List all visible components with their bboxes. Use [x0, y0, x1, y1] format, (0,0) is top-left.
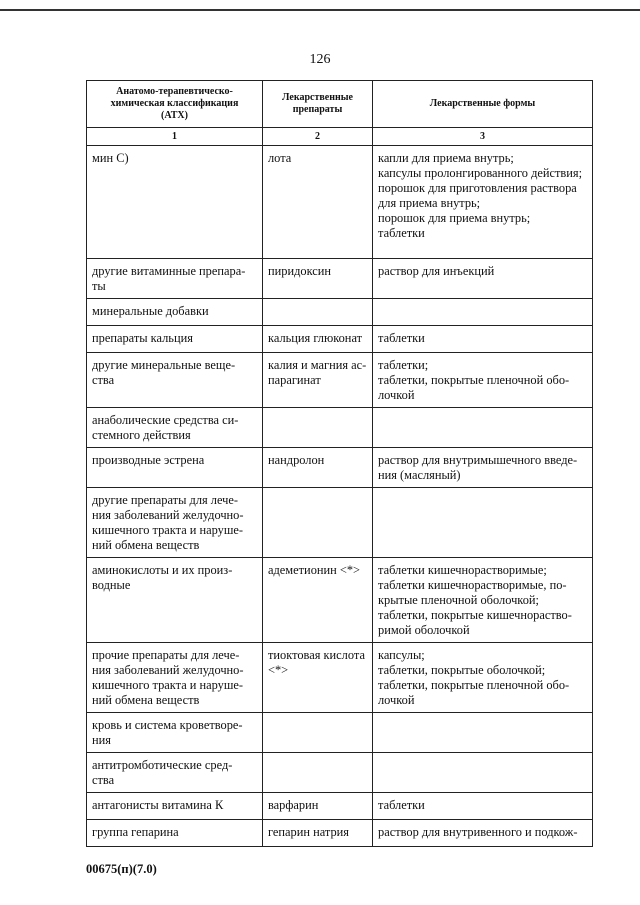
table-row — [87, 259, 593, 299]
table-cell-drug: варфарин — [263, 793, 373, 820]
table-cell-atx: прочие препараты для лече- ния заболеваний желудочно- кишечного тракта и наруше- ний обмена веществ — [87, 643, 263, 713]
table-cell-drug — [263, 408, 373, 448]
table-cell-forms: капсулы; таблетки, покрытые оболочкой; таблетки, покрытые пленочной обо- лочкой — [373, 643, 593, 713]
table-row — [87, 488, 593, 558]
table-cell-atx: группа гепарина — [87, 820, 263, 847]
table-cell-forms: раствор для инъекций — [373, 259, 593, 299]
table-cell-forms: таблетки — [373, 326, 593, 353]
table-cell-atx: другие минеральные веще- ства — [87, 353, 263, 408]
table-cell-atx: минеральные добавки — [87, 299, 263, 326]
drug-classification-table — [86, 80, 593, 847]
page-number: 126 — [309, 52, 331, 67]
table-cell-atx: мин С) — [87, 146, 263, 259]
table-row — [87, 713, 593, 753]
table-cell-drug: пиридоксин — [263, 259, 373, 299]
top-border-line — [0, 9, 640, 11]
column-number: 3 — [373, 128, 593, 146]
table-row — [87, 299, 593, 326]
table-cell-atx: производные эстрена — [87, 448, 263, 488]
table-row — [87, 753, 593, 793]
table-cell-drug — [263, 713, 373, 753]
table-row — [87, 793, 593, 820]
table-cell-forms — [373, 408, 593, 448]
table-cell-atx: антагонисты витамина К — [87, 793, 263, 820]
table-cell-drug — [263, 299, 373, 326]
table-cell-drug — [263, 488, 373, 558]
header-drugs: Лекарственные препараты — [263, 81, 373, 128]
column-number-row — [87, 128, 593, 146]
table-cell-drug: кальция глюконат — [263, 326, 373, 353]
table-row — [87, 326, 593, 353]
table-cell-forms: таблетки — [373, 793, 593, 820]
table-cell-drug: калия и магния ас- парагинат — [263, 353, 373, 408]
table-cell-atx: кровь и система кроветворе- ния — [87, 713, 263, 753]
table-row — [87, 408, 593, 448]
table-cell-atx: аминокислоты и их произ- водные — [87, 558, 263, 643]
table-cell-drug: адеметионин <*> — [263, 558, 373, 643]
table-row — [87, 353, 593, 408]
table-cell-drug: гепарин натрия — [263, 820, 373, 847]
table-cell-forms — [373, 299, 593, 326]
table-row — [87, 643, 593, 713]
column-number: 2 — [263, 128, 373, 146]
table-cell-forms: таблетки; таблетки, покрытые пленочной обо- лочкой — [373, 353, 593, 408]
table-body — [87, 146, 593, 847]
table-cell-atx: другие препараты для лече- ния заболеваний желудочно- кишечного тракта и наруше- ний обмена веществ — [87, 488, 263, 558]
table-cell-forms: таблетки кишечнорастворимые; таблетки кишечнорастворимые, по- крытые пленочной оболочкой; таблетки, покрытые кишечнораство- римой оболочкой — [373, 558, 593, 643]
table-row — [87, 820, 593, 847]
table-cell-atx: антитромботические сред- ства — [87, 753, 263, 793]
table-cell-drug: тиоктовая кислота <*> — [263, 643, 373, 713]
table-cell-forms: раствор для внутримышечного введе- ния (масляный) — [373, 448, 593, 488]
table-row — [87, 146, 593, 259]
header-atx: Анатомо-терапевтическо- химическая классификация (АТХ) — [87, 81, 263, 128]
table-cell-drug — [263, 753, 373, 793]
document-code: 00675(п)(7.0) — [86, 862, 157, 876]
column-number: 1 — [87, 128, 263, 146]
table-cell-forms: раствор для внутривенного и подкож- — [373, 820, 593, 847]
table-cell-forms — [373, 713, 593, 753]
table-row — [87, 448, 593, 488]
table-cell-forms — [373, 488, 593, 558]
table-cell-drug: лота — [263, 146, 373, 259]
table-cell-drug: нандролон — [263, 448, 373, 488]
table-cell-forms — [373, 753, 593, 793]
table-cell-atx: препараты кальция — [87, 326, 263, 353]
table-cell-atx: анаболические средства си- стемного действия — [87, 408, 263, 448]
header-forms: Лекарственные формы — [373, 81, 593, 128]
table-row — [87, 558, 593, 643]
table-cell-atx: другие витаминные препара- ты — [87, 259, 263, 299]
table-header-row — [87, 81, 593, 128]
table-cell-forms: капли для приема внутрь; капсулы пролонгированного действия; порошок для приготовления раствора для приема внутрь; порошок для приема внутрь; таблетки — [373, 146, 593, 259]
